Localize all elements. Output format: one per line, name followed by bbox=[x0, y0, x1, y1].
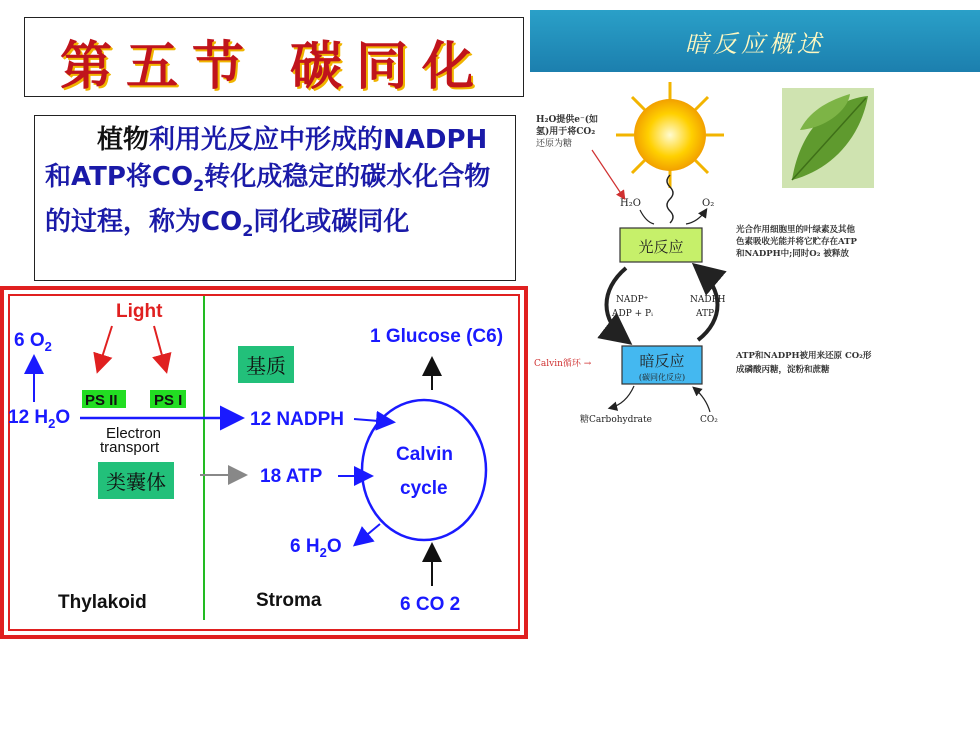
light-label: Light bbox=[116, 301, 163, 322]
light-arrow-right bbox=[154, 326, 166, 370]
electron-label: Electron bbox=[106, 425, 162, 442]
adp-label: ADP + Pᵢ bbox=[612, 309, 653, 319]
o2-arrow-overview bbox=[686, 210, 706, 224]
nadp-label: NADP⁺ bbox=[616, 295, 649, 305]
atp-label: 18 ATP bbox=[260, 466, 323, 487]
definition-part3: 转化成稳定的碳水化合物的过程，称为CO bbox=[45, 162, 491, 238]
stroma-label: Stroma bbox=[256, 590, 322, 611]
definition-box bbox=[34, 115, 516, 281]
dark-reaction-label: 暗反应 bbox=[639, 352, 685, 370]
carbohydrate-label: 糖Carbohydrate bbox=[580, 415, 652, 425]
calvin-cycle-label: Calvin循环 → bbox=[534, 359, 592, 369]
dark-reaction-overview bbox=[530, 10, 980, 430]
atp-overview-label: ATP bbox=[696, 309, 715, 319]
definition-part2: 利用光反应中形成的NADPH和ATP将CO bbox=[45, 125, 488, 192]
calvin-cycle-circle bbox=[362, 400, 486, 540]
h2o-input: 12 $H_2O$ bbox=[8, 407, 71, 431]
cycle-label: cycle bbox=[400, 478, 448, 499]
matrix-label: 基质 bbox=[238, 346, 294, 383]
page-title: 第五节 碳同化 bbox=[59, 36, 489, 97]
ps2-label: PS II bbox=[85, 392, 118, 409]
definition-sub3: 2 bbox=[242, 221, 254, 241]
definition-text bbox=[45, 122, 505, 249]
glucose-label: 1 Glucose (C6) bbox=[370, 326, 504, 347]
h2o-arrow bbox=[640, 210, 654, 224]
calvin-diagram bbox=[4, 290, 524, 635]
note-left-line3: 还原为糖 bbox=[536, 139, 573, 149]
ps1-label: PS I bbox=[154, 392, 183, 409]
note-right-line1: 光合作用细胞里的叶绿素及其他 bbox=[736, 225, 856, 235]
co2-in-arrow bbox=[694, 388, 710, 412]
note-right-line2: 色素吸收光能并将它贮存在ATP bbox=[736, 237, 857, 247]
title-box bbox=[24, 17, 524, 97]
co2-label: 6 CO 2 bbox=[400, 594, 461, 615]
o2-output: 6 $O_2$ bbox=[14, 330, 52, 354]
note-right-line5: 成磷酸丙糖，淀粉和蔗糖 bbox=[736, 365, 830, 375]
nadph-overview-label: NADPH bbox=[690, 295, 726, 305]
calvin-diagram-frame bbox=[0, 286, 528, 639]
definition-part1: 植物 bbox=[97, 125, 150, 155]
overview-h2o: H₂O bbox=[620, 198, 641, 209]
nadph-label: 12 NADPH bbox=[250, 409, 344, 430]
definition-part4: 同化或碳同化 bbox=[253, 207, 410, 238]
note-left-line1: H₂O提供e⁻(如 bbox=[536, 115, 599, 125]
overview-diagram bbox=[530, 10, 980, 430]
carb-arrow bbox=[610, 386, 634, 408]
overview-title: 暗反应概述 bbox=[685, 30, 825, 58]
h2o-output: 6 $H_2O$ bbox=[290, 536, 342, 560]
nadph-arrow bbox=[354, 419, 392, 422]
dark-reaction-sub: (碳同化反应) bbox=[638, 373, 686, 382]
h2o-out-arrow bbox=[356, 524, 380, 544]
calvin-label: Calvin bbox=[396, 444, 454, 465]
overview-o2: O₂ bbox=[702, 198, 715, 209]
transport-label: transport bbox=[100, 439, 160, 456]
thylakoid-cn-label: 类囊体 bbox=[98, 462, 174, 499]
light-reaction-label: 光反应 bbox=[638, 238, 684, 256]
note-left-arrow bbox=[592, 150, 624, 198]
light-arrow-left bbox=[98, 326, 112, 370]
co2-overview-label: CO₂ bbox=[700, 415, 718, 425]
definition-sub2: 2 bbox=[193, 176, 205, 196]
sun-icon bbox=[616, 82, 724, 188]
leaf-photo-icon bbox=[782, 88, 874, 188]
note-left-line2: 氢)用于将CO₂ bbox=[536, 127, 596, 137]
thylakoid-label: Thylakoid bbox=[58, 592, 147, 613]
note-right-line3: 和NADPH中;同时O₂ 被释放 bbox=[736, 249, 849, 259]
note-right-line4: ATP和NADPH被用来还原 CO₂形 bbox=[736, 351, 872, 361]
